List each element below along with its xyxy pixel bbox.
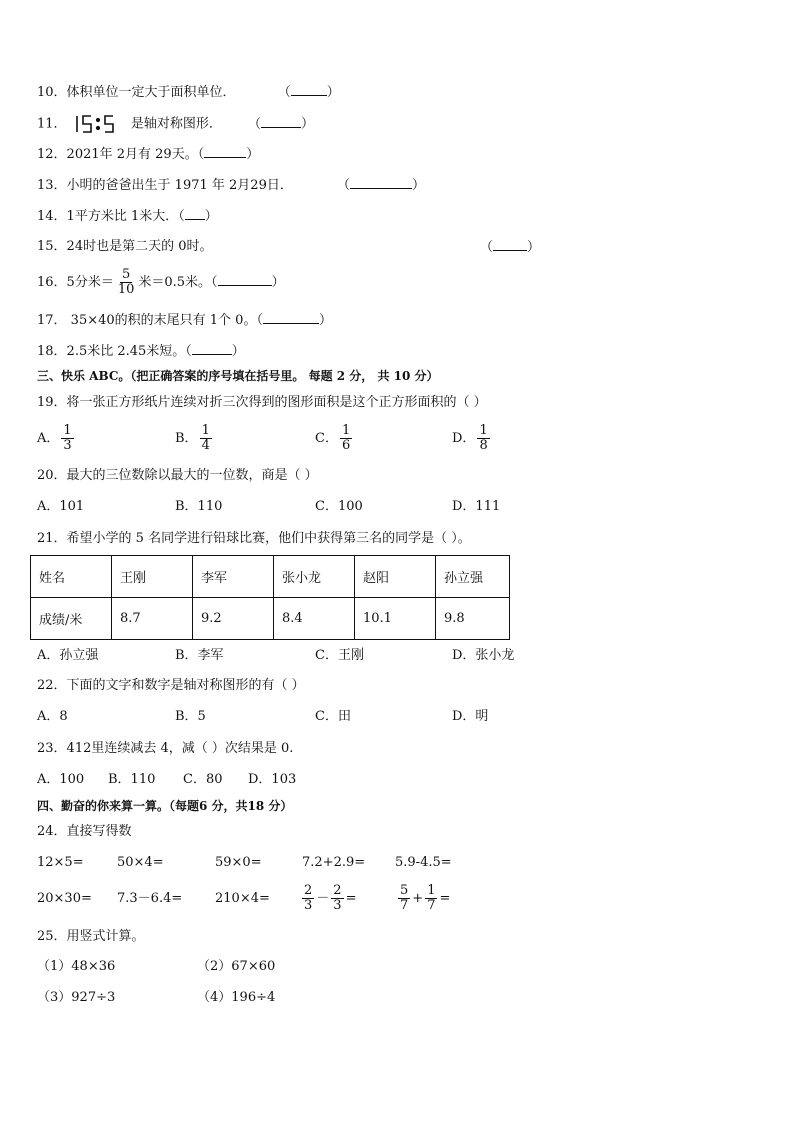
table-cell: 赵阳 [355,556,436,598]
answer-blank[interactable] [493,238,527,251]
option-a[interactable]: A．100 [37,772,85,787]
option-c[interactable]: C．王刚 [315,648,364,663]
calc-item-fraction: $\frac{5}{7}$ + $\frac{1}{7}$ = [400,883,451,913]
option-b[interactable]: B． $\frac{1}{4}$ [175,423,210,453]
fraction: $\frac{1}{3}$ [63,423,72,453]
fraction: $\frac{5}{10}$ [117,267,135,297]
option-a[interactable]: A．8 [37,709,68,724]
calc-item: 210×4= [215,891,270,906]
answer-blank[interactable] [291,83,327,96]
fraction: $\frac{1}{8}$ [479,423,488,453]
question-16: 16．5分米＝ $\frac{5}{10}$ 米＝0.5米。（ ） [37,267,285,297]
calc-item: （4）196÷4 [197,990,276,1005]
seven-segment-icon [73,114,125,134]
score-table [30,555,510,640]
calc-item: 20×30= [37,891,92,906]
table-cell: 8.7 [112,598,193,640]
question-20: 20．最大的三位数除以最大的一位数，商是（ ） [37,468,318,483]
calc-item: 50×4= [117,855,164,870]
question-10: 10．体积单位一定大于面积单位． （ ） [37,85,340,100]
question-14: 14．1平方米比 1米大．（ ） [37,209,218,224]
table-cell: 王刚 [112,556,193,598]
option-c[interactable]: C．田 [315,709,351,724]
option-d[interactable]: D．103 [248,772,297,787]
option-a[interactable]: A．101 [37,499,85,514]
option-b[interactable]: B．5 [175,709,206,724]
question-23: 23．412里连续减去 4，减（ ）次结果是 0. [37,741,294,756]
option-a[interactable]: A． $\frac{1}{3}$ [37,423,72,453]
option-d[interactable]: D．111 [452,499,501,514]
calc-item: 12×5= [37,855,84,870]
calc-item: （3）927÷3 [37,990,116,1005]
question-12: 12．2021年 2月有 29天。（ ） [37,147,260,162]
option-a[interactable]: A．孙立强 [37,648,99,663]
option-c[interactable]: C．80 [183,772,223,787]
question-18: 18．2.5米比 2.45米短。（ ） [37,344,245,359]
answer-blank[interactable] [263,311,319,324]
table-header-row [31,556,510,598]
table-cell: 8.4 [274,598,355,640]
question-21: 21．希望小学的 5 名同学进行铅球比赛，他们中获得第三名的同学是（ ）。 [37,531,471,546]
option-d[interactable]: D．明 [452,709,489,724]
table-cell: 姓名 [31,556,112,598]
answer-blank[interactable] [350,176,412,189]
option-d[interactable]: D．张小龙 [452,648,515,663]
calc-item: （2）67×60 [197,959,276,974]
answer-blank[interactable] [204,145,246,158]
question-24: 24．直接写得数 [37,824,132,839]
calc-item: （1）48×36 [37,959,116,974]
option-b[interactable]: B．110 [175,499,223,514]
calc-item: 59×0= [215,855,262,870]
question-19: 19．将一张正方形纸片连续对折三次得到的图形面积是这个正方形面积的（ ） [37,395,487,410]
answer-blank[interactable] [218,273,272,286]
calc-item: 5.9-4.5= [395,855,452,870]
answer-blank[interactable] [192,342,232,355]
section-4-title: 四、勤奋的你来算一算。（每题6 分，共18 分） [37,799,293,813]
question-17: 17． 35×40的积的末尾只有 1个 0。（ ） [37,313,332,328]
table-cell: 9.2 [193,598,274,640]
calc-item: 7.2+2.9= [302,855,366,870]
question-15-answer: （ ） [480,240,541,255]
option-b[interactable]: B．李军 [175,648,224,663]
calc-item-fraction: $\frac{2}{3}$ － $\frac{2}{3}$ = [304,883,357,913]
table-cell: 10.1 [355,598,436,640]
answer-blank[interactable] [185,207,205,220]
option-c[interactable]: C． $\frac{1}{6}$ [315,423,351,453]
fraction: $\frac{1}{4}$ [201,423,210,453]
question-22: 22．下面的文字和数字是轴对称图形的有（ ） [37,678,305,693]
question-11: 11． 是轴对称图形． （ ） [37,114,314,134]
section-3-title: 三、快乐 ABC。（把正确答案的序号填在括号里。 每题 2 分， 共 10 分） [37,369,439,383]
calc-item: 7.3－6.4= [117,891,183,906]
option-b[interactable]: B．110 [108,772,156,787]
option-c[interactable]: C．100 [315,499,363,514]
table-cell: 9.8 [436,598,510,640]
table-cell: 李军 [193,556,274,598]
option-d[interactable]: D． $\frac{1}{8}$ [452,423,488,453]
seven-segment-figure [71,117,131,132]
table-row [31,598,510,640]
question-15: 15．24时也是第二天的 0时。 [37,239,213,254]
table-cell: 张小龙 [274,556,355,598]
table-cell: 孙立强 [436,556,510,598]
question-13: 13．小明的爸爸出生于 1971 年 2月29日． （ ） [37,178,426,193]
fraction: $\frac{1}{6}$ [341,423,351,453]
answer-blank[interactable] [261,115,301,128]
table-cell: 成绩/米 [31,598,112,640]
question-25: 25．用竖式计算。 [37,929,145,944]
